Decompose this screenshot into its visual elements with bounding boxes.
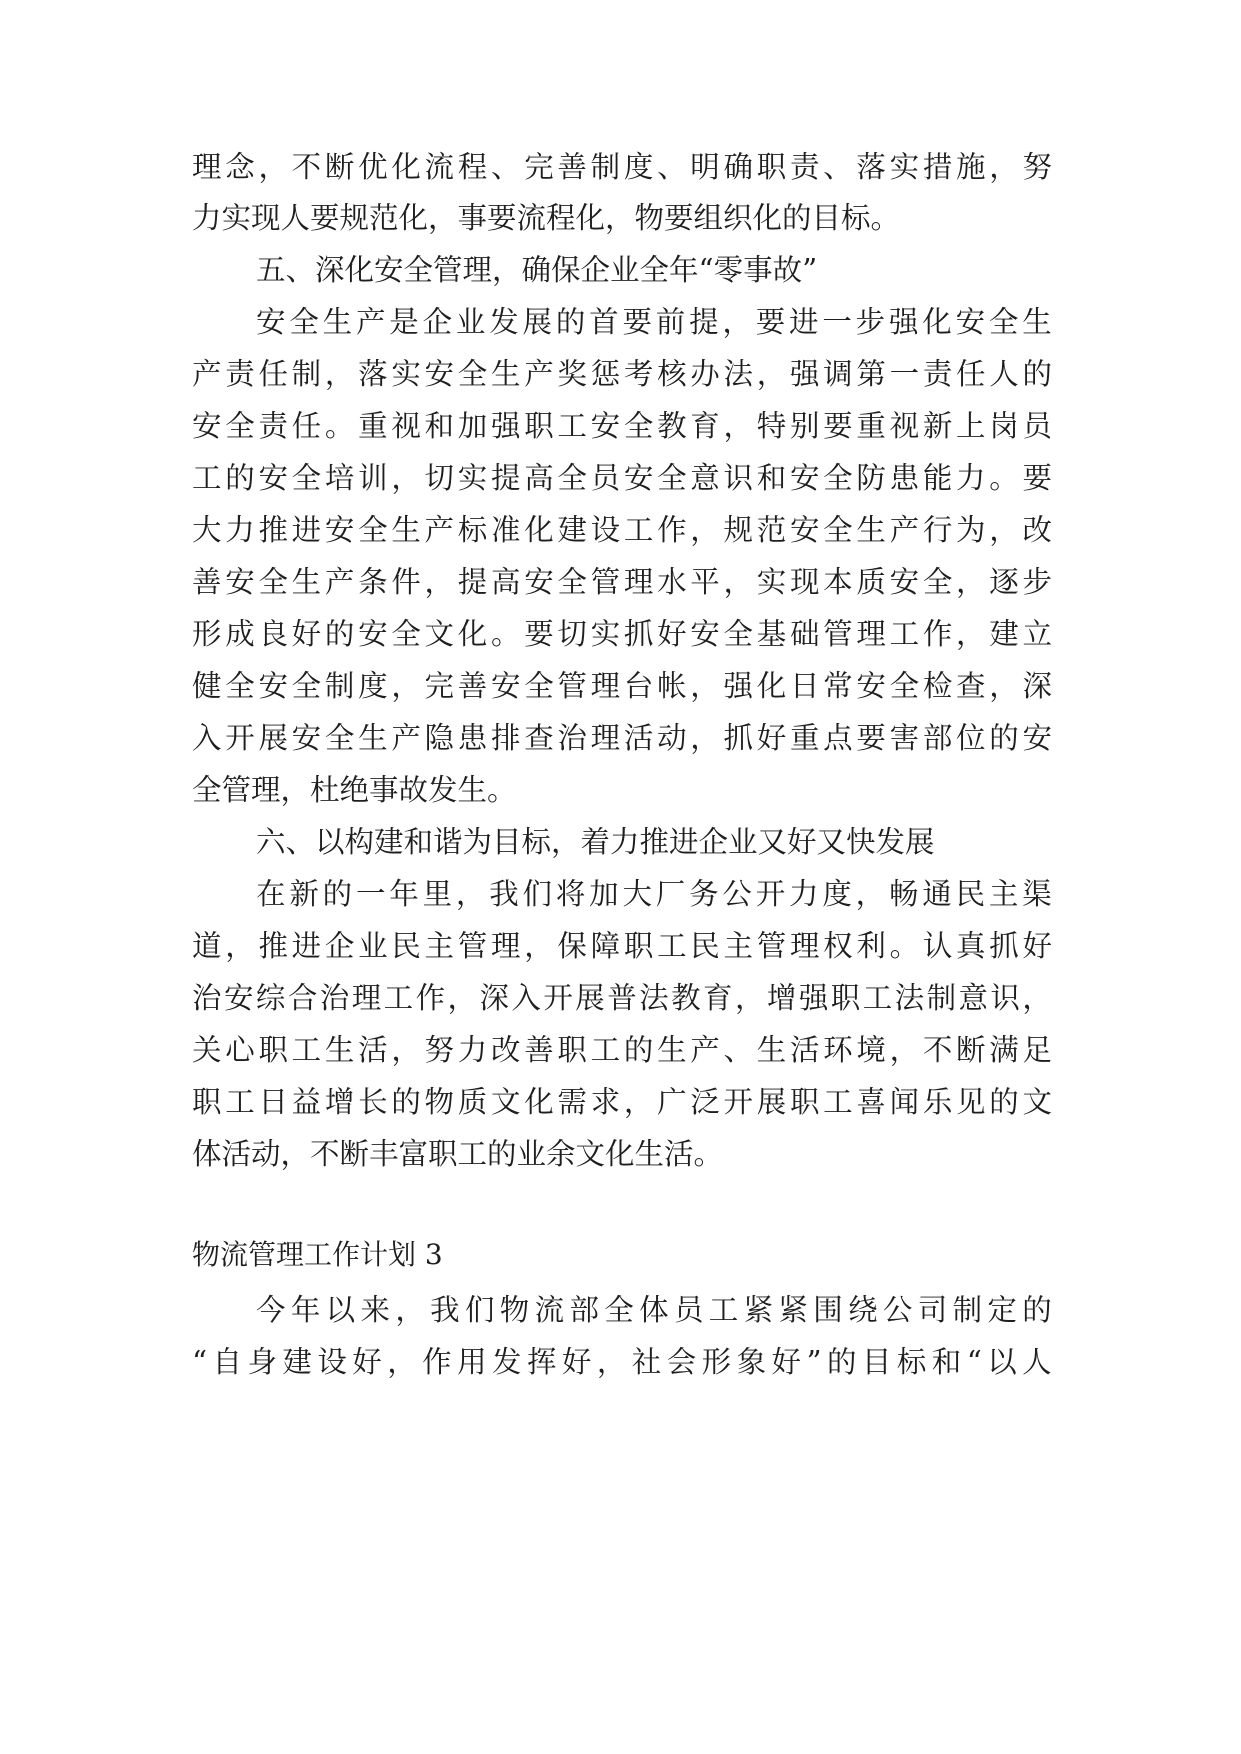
paragraph-line: 善 安 全 生 产 条 件 ， 提 高 安 全 管 理 水 平 ， 实 现 本 质 安 全 ， 逐 步 bbox=[192, 565, 1052, 599]
paragraph-line: 关 心 职 工 生 活 ， 努 力 改 善 职 工 的 生 产 、 生 活 环 境 ， 不 断 满 足 bbox=[192, 1033, 1052, 1067]
paragraph-line: 在 新 的 一 年 里 ， 我 们 将 加 大 厂 务 公 开 力 度 ， 畅 通 民 主 渠 bbox=[256, 877, 1052, 911]
paragraph-line: 大 力 推 进 安 全 生 产 标 准 化 建 设 工 作 ， 规 范 安 全 生 产 行 为 ， 改 bbox=[192, 513, 1052, 547]
paragraph-line: 体活动，不断丰富职工的业余文化生活。 bbox=[192, 1137, 724, 1171]
paragraph-line: 安 全 生 产 是 企 业 发 展 的 首 要 前 提 ， 要 进 一 步 强 化 安 全 生 bbox=[256, 305, 1052, 339]
document-title: 物流管理工作计划 3 bbox=[192, 1238, 443, 1271]
paragraph-line: 入 开 展 安 全 生 产 隐 患 排 查 治 理 活 动 ， 抓 好 重 点 要 害 部 位 的 安 bbox=[192, 721, 1052, 755]
paragraph-line: 道 ， 推 进 企 业 民 主 管 理 ， 保 障 职 工 民 主 管 理 权 利 。 认 真 抓 好 bbox=[192, 929, 1052, 963]
paragraph-line: 工 的 安 全 培 训 ， 切 实 提 高 全 员 安 全 意 识 和 安 全 防 患 能 力 。 要 bbox=[192, 461, 1052, 495]
paragraph-line: 全管理，杜绝事故发生。 bbox=[192, 773, 517, 807]
section-heading: 五、深化安全管理，确保企业全年“零事故” bbox=[256, 253, 818, 287]
paragraph-line: 治 安 综 合 治 理 工 作 ， 深 入 开 展 普 法 教 育 ， 增 强 职 工 法 制 意 识 ， bbox=[192, 981, 1052, 1015]
paragraph-line: 今 年 以 来 ， 我 们 物 流 部 全 体 员 工 紧 紧 围 绕 公 司 制 定 的 bbox=[256, 1293, 1052, 1327]
paragraph-line: 产 责 任 制 ， 落 实 安 全 生 产 奖 惩 考 核 办 法 ， 强 调 第 一 责 任 人 的 bbox=[192, 357, 1052, 391]
paragraph-line: “ 自 身 建 设 好 ， 作 用 发 挥 好 ， 社 会 形 象 好 ” 的 目 标 和 “ 以 人 bbox=[192, 1345, 1052, 1379]
paragraph-line: 形 成 良 好 的 安 全 文 化 。 要 切 实 抓 好 安 全 基 础 管 理 工 作 ， 建 立 bbox=[192, 617, 1052, 651]
paragraph-line: 健 全 安 全 制 度 ， 完 善 安 全 管 理 台 帐 ， 强 化 日 常 安 全 检 查 ， 深 bbox=[192, 669, 1052, 703]
paragraph-line: 安 全 责 任 。 重 视 和 加 强 职 工 安 全 教 育 ， 特 别 要 重 视 新 上 岗 员 bbox=[192, 409, 1052, 443]
section-heading: 六、以构建和谐为目标，着力推进企业又好又快发展 bbox=[256, 825, 935, 859]
paragraph-line: 力实现人要规范化，事要流程化，物要组织化的目标。 bbox=[192, 201, 901, 235]
paragraph-line: 职 工 日 益 增 长 的 物 质 文 化 需 求 ， 广 泛 开 展 职 工 喜 闻 乐 见 的 文 bbox=[192, 1085, 1052, 1119]
paragraph-line: 理 念 ， 不 断 优 化 流 程 、 完 善 制 度 、 明 确 职 责 、 落 实 措 施 ， 努 bbox=[192, 150, 1052, 184]
